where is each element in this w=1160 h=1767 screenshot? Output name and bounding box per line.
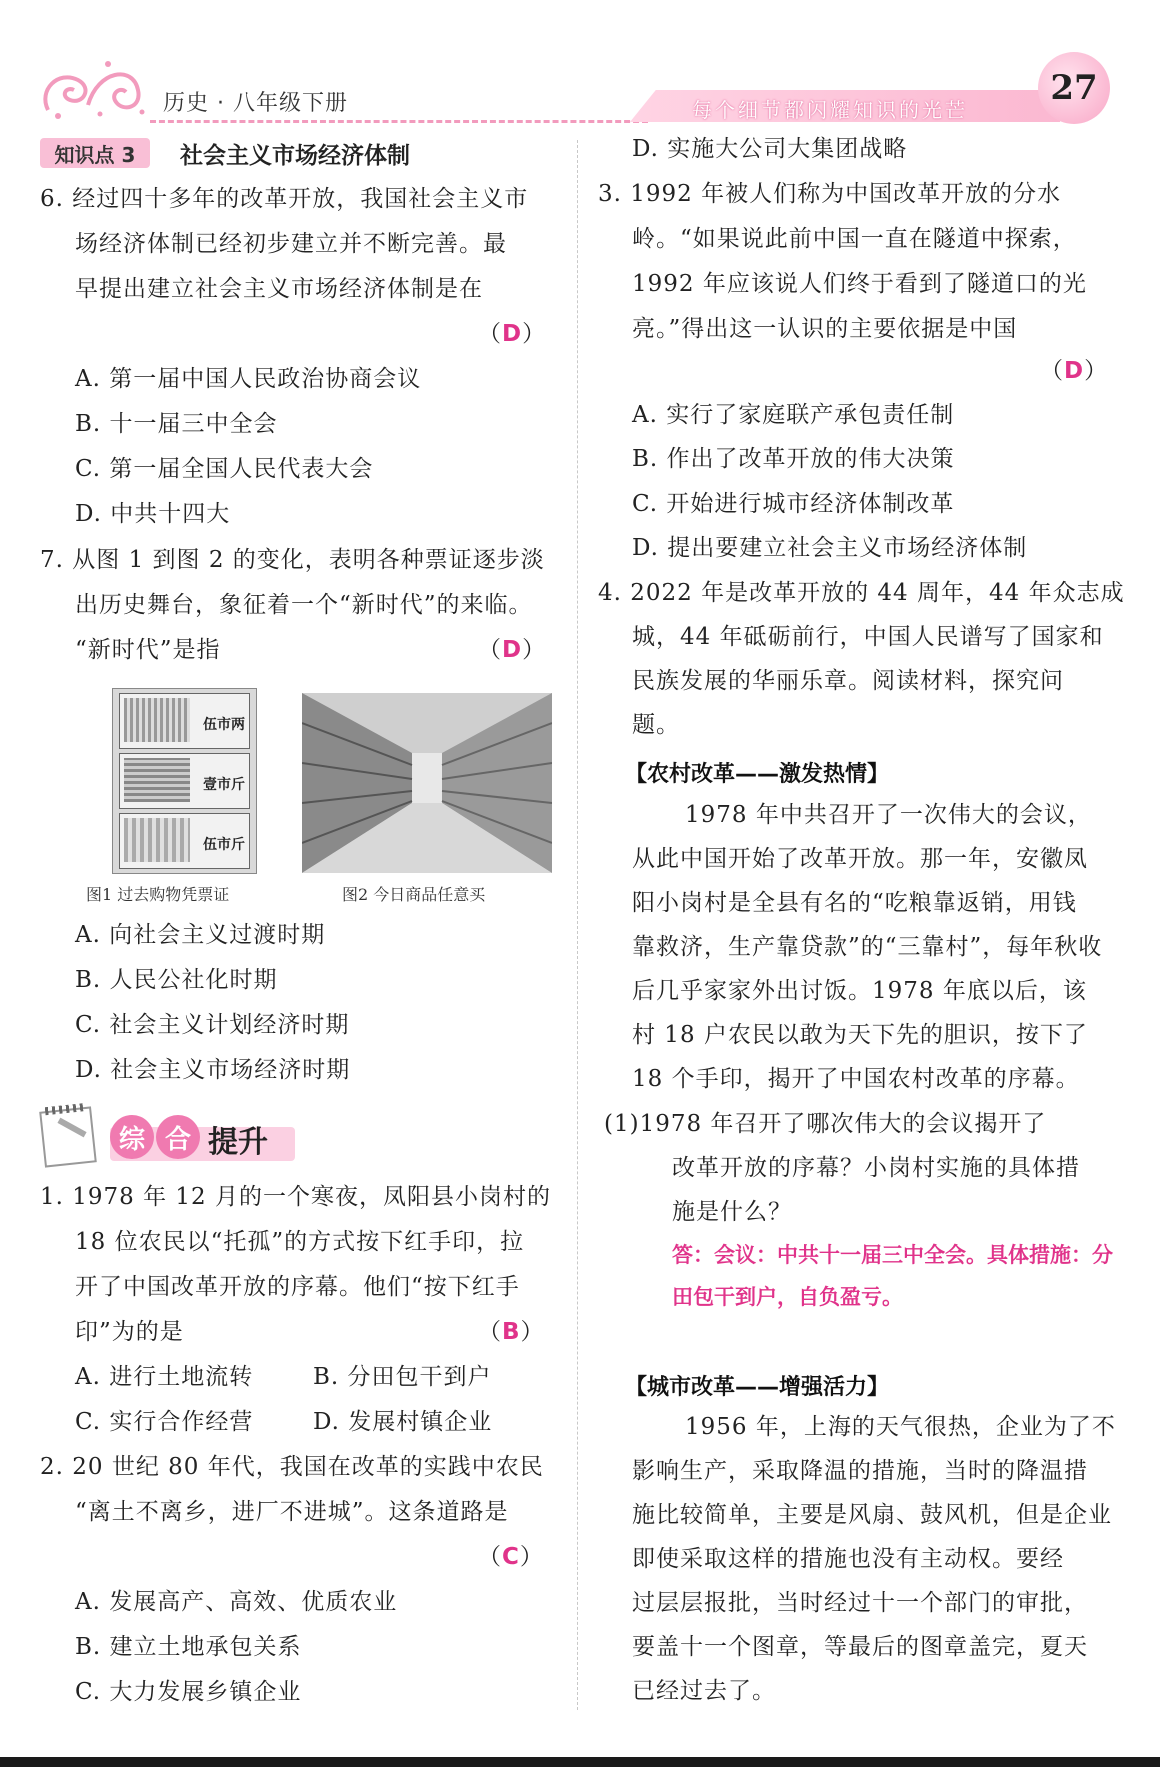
question-line: 开了中国改革开放的序幕。他们“按下红手 [75, 1274, 520, 1300]
answer-slot: （B） [478, 1319, 545, 1345]
option: D. 社会主义市场经济时期 [75, 1057, 351, 1083]
material-line: 过层层报批，当时经过十一个部门的审批， [632, 1590, 1088, 1616]
material-line: 影响生产，采取降温的措施，当时的降温措 [632, 1458, 1088, 1484]
answer-line: 答：会议：中共十一届三中全会。具体措施：分 [672, 1243, 1113, 1267]
option: A. 实行了家庭联产承包责任制 [632, 402, 955, 428]
supermarket-image [302, 693, 552, 873]
sub-question-line: 改革开放的序幕？小岗村实施的具体措 [672, 1155, 1080, 1181]
material-line: 从此中国开始了改革开放。那一年，安徽凤 [632, 846, 1088, 872]
question-line: 城，44 年砥砺前行，中国人民谱写了国家和 [632, 624, 1104, 650]
question-line: 7. 从图 1 到图 2 的变化，表明各种票证逐步淡 [40, 547, 545, 573]
answer-slot: （C） [478, 1544, 544, 1570]
answer-letter: B [502, 1319, 521, 1345]
option: C. 实行合作经营 [75, 1409, 254, 1435]
question-line: “离土不离乡，进厂不进城”。这条道路是 [75, 1499, 509, 1525]
answer-letter: D [1064, 358, 1085, 384]
question-line: “新时代”是指 [75, 637, 221, 663]
header-slogan: 每个细节都闪耀知识的光芒 [692, 98, 968, 122]
option: B. 作出了改革开放的伟大决策 [632, 446, 955, 472]
option: B. 建立土地承包关系 [75, 1634, 302, 1660]
option: D. 发展村镇企业 [313, 1409, 493, 1435]
answer-letter: C [502, 1544, 520, 1570]
bottom-edge-bar [0, 1757, 1160, 1767]
floral-ornament [38, 50, 148, 122]
knowledge-point-title: 社会主义市场经济体制 [180, 143, 410, 169]
question-line: 18 位农民以“托孤”的方式按下红手印，拉 [75, 1229, 525, 1255]
answer-line: 田包干到户，自负盈亏。 [672, 1285, 903, 1309]
sub-question-line: (1)1978 年召开了哪次伟大的会议揭开了 [604, 1111, 1047, 1137]
option: A. 发展高产、高效、优质农业 [75, 1589, 398, 1615]
option: A. 第一届中国人民政治协商会议 [75, 366, 422, 392]
book-title: 历史 · 八年级下册 [163, 91, 348, 116]
option: B. 人民公社化时期 [75, 967, 278, 993]
question-line: 亮。”得出这一认识的主要依据是中国 [632, 316, 1018, 342]
question-line: 6. 经过四十多年的改革开放，我国社会主义市 [40, 186, 529, 212]
question-line: 印”为的是 [75, 1319, 184, 1345]
option: B. 分田包干到户 [313, 1364, 492, 1390]
notepad-icon [39, 1106, 97, 1167]
answer-letter: D [502, 637, 523, 663]
option: D. 提出要建立社会主义市场经济体制 [632, 535, 1028, 561]
material-line: 阳小岗村是全县有名的“吃粮靠返销，用钱 [632, 890, 1077, 916]
material-line: 1956 年，上海的天气很热，企业为了不 [685, 1414, 1116, 1440]
material-line: 18 个手印，揭开了中国农村改革的序幕。 [632, 1066, 1080, 1092]
option: C. 社会主义计划经济时期 [75, 1012, 350, 1038]
urban-reform-label: 【城市改革——增强活力】 [625, 1375, 890, 1400]
ration-tickets-image: 伍市两 壹市斤 伍市斤 [112, 688, 257, 874]
knowledge-point-badge: 知识点 3 [40, 138, 150, 168]
zonghe-title: 提升 [208, 1125, 268, 1160]
material-line: 即使采取这样的措施也没有主动权。要经 [632, 1546, 1064, 1572]
section-header-comprehensive [40, 1105, 295, 1165]
question-line: 题。 [632, 712, 680, 738]
option: B. 十一届三中全会 [75, 411, 278, 437]
question-line: 岭。“如果说此前中国一直在隧道中探索， [632, 226, 1077, 252]
header-dashed-divider [150, 120, 648, 123]
column-divider [577, 140, 578, 1710]
figure-1-caption: 图1 过去购物凭票证 [86, 885, 230, 904]
sub-question-line: 施是什么？ [672, 1199, 792, 1225]
material-line: 后几乎家家外出讨饭。1978 年底以后，该 [632, 978, 1087, 1004]
option: A. 向社会主义过渡时期 [75, 922, 326, 948]
question-line: 1992 年应该说人们终于看到了隧道口的光 [632, 271, 1087, 297]
material-line: 要盖十一个图章，等最后的图章盖完，夏天 [632, 1634, 1088, 1660]
option: C. 大力发展乡镇企业 [75, 1679, 302, 1705]
material-line: 1978 年中共召开了一次伟大的会议， [685, 802, 1092, 828]
option: D. 实施大公司大集团战略 [632, 136, 908, 162]
rural-reform-label: 【农村改革——激发热情】 [625, 762, 890, 787]
page-number: 27 [1038, 52, 1110, 124]
question-line: 2. 20 世纪 80 年代，我国在改革的实践中农民 [40, 1454, 544, 1480]
question-line: 3. 1992 年被人们称为中国改革开放的分水 [598, 181, 1062, 207]
zonghe-char-1: 综 [110, 1115, 154, 1159]
question-line: 早提出建立社会主义市场经济体制是在 [75, 276, 483, 302]
answer-slot: （D） [478, 321, 547, 347]
question-line: 1. 1978 年 12 月的一个寒夜，凤阳县小岗村的 [40, 1184, 551, 1210]
option: D. 中共十四大 [75, 501, 231, 527]
material-line: 施比较简单，主要是风扇、鼓风机，但是企业 [632, 1502, 1112, 1528]
zonghe-char-2: 合 [156, 1115, 200, 1159]
question-line: 场经济体制已经初步建立并不断完善。最 [75, 231, 507, 257]
material-line: 靠救济，生产靠贷款”的“三靠村”，每年秋收 [632, 934, 1103, 960]
answer-slot: （D） [1040, 358, 1109, 384]
material-line: 村 18 户农民以敢为天下先的胆识，按下了 [632, 1022, 1088, 1048]
question-line: 民族发展的华丽乐章。阅读材料，探究问 [632, 668, 1064, 694]
option: C. 第一届全国人民代表大会 [75, 456, 374, 482]
question-line: 出历史舞台，象征着一个“新时代”的来临。 [75, 592, 533, 618]
material-line: 已经过去了。 [632, 1678, 776, 1704]
supermarket-aisle-drawing [302, 693, 552, 873]
option: A. 进行土地流转 [75, 1364, 254, 1390]
option: C. 开始进行城市经济体制改革 [632, 491, 955, 517]
answer-slot: （D） [478, 637, 547, 663]
figure-2-caption: 图2 今日商品任意买 [342, 885, 486, 904]
question-line: 4. 2022 年是改革开放的 44 周年，44 年众志成 [598, 580, 1125, 606]
answer-letter: D [502, 321, 523, 347]
